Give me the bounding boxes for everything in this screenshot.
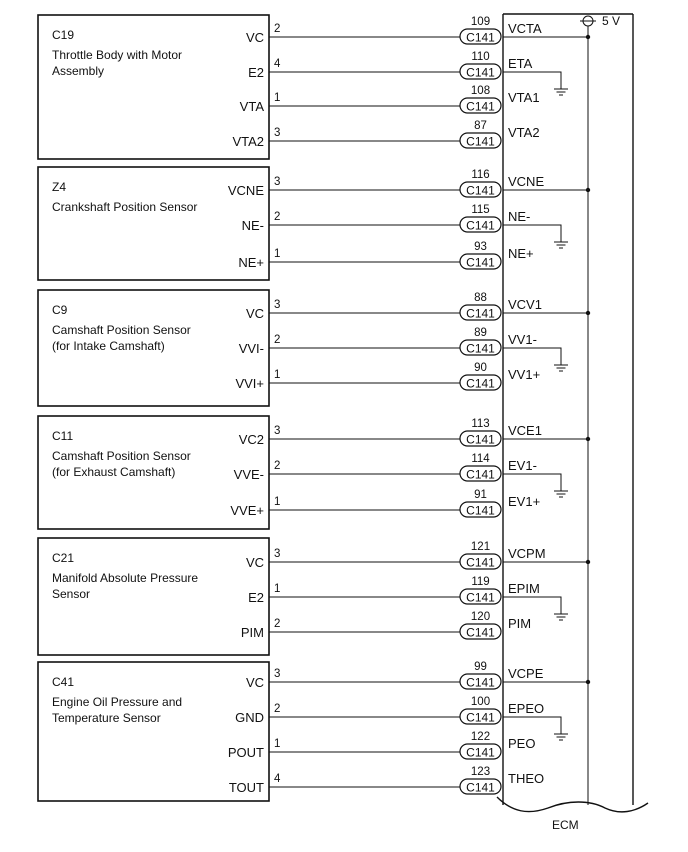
ecm-pin-number: 93 [474,241,487,253]
components-layer [38,15,590,801]
terminal-label: VTA [239,99,264,114]
ground-wire [503,597,561,614]
component-name: Throttle Body with Motor [52,48,183,62]
terminal-label: VVE- [233,467,264,482]
wire-vcpm-5-1 [246,541,590,570]
ecm-terminal-label: VCTA [508,21,542,36]
component-c21 [38,538,590,655]
terminal-label: POUT [227,745,264,760]
ecm-terminal-label: PEO [508,736,536,751]
ecm-terminal-label: VV1+ [508,367,541,382]
ground-icon [554,491,568,497]
junction-dot-icon [586,311,590,315]
component-z4 [38,167,590,280]
component-c11 [38,416,590,529]
pin-number: 1 [274,496,281,508]
ground-icon [554,734,568,740]
pin-number: 4 [274,773,281,785]
connector-label: C141 [466,710,495,725]
pin-number: 2 [274,23,281,35]
ecm-terminal-label: THEO [508,771,545,786]
component-name: Camshaft Position Sensor [52,323,191,337]
component-name: Temperature Sensor [52,711,161,725]
wire-vta2-1-4 [232,120,539,149]
terminal-label: E2 [248,590,264,605]
terminal-label: VC [245,555,264,570]
connector-label: C141 [466,183,495,198]
ecm-terminal-label: VCV1 [508,297,542,312]
ground-icon [554,89,568,95]
terminal-label: PIM [240,625,264,640]
component-id: Z4 [52,180,67,194]
wire-ev1-4-2 [234,453,568,497]
ecm-pin-number: 87 [474,120,487,132]
wire-vcta-1-1 [246,16,590,45]
terminal-label: VVE+ [230,503,264,518]
connector-label: C141 [466,306,495,321]
component-c19 [38,15,590,159]
terminal-label: E2 [248,65,264,80]
wire-vv1-3-2 [239,327,568,371]
pin-number: 1 [274,738,281,750]
terminal-label: VC [245,30,264,45]
terminal-label: VVI- [238,341,264,356]
component-id: C9 [52,303,68,317]
component-id: C11 [52,429,74,443]
wire-vta1-1-3 [240,85,540,114]
connector-label: C141 [466,255,495,270]
ecm-pin-number: 120 [470,611,491,623]
supply-label: 5 V [602,14,621,28]
connector-label: C141 [466,376,495,391]
component-id: C21 [52,551,75,565]
terminal-label: TOUT [228,780,264,795]
connector-label: C141 [466,65,495,80]
component-c41 [38,661,590,801]
connector-label: C141 [466,625,495,640]
connector-label: C141 [466,432,495,447]
connector-label: C141 [466,555,495,570]
ecm-terminal-label: NE+ [508,246,534,261]
pin-number: 4 [274,58,281,70]
ecm-pin-number: 115 [471,204,490,216]
pin-number: 1 [274,583,281,595]
ecm-terminal-label: VV1- [508,332,537,347]
wire-theo-6-4 [229,766,544,795]
ecm-pin-number: 109 [470,16,491,28]
pin-number: 1 [274,248,281,260]
ecm-pin-number: 123 [470,766,491,778]
wire-ne-2-2 [242,204,568,248]
terminal-label: VC [245,306,264,321]
pin-number: 1 [274,369,281,381]
component-name: Crankshaft Position Sensor [52,200,198,214]
ecm-pin-number: 91 [474,489,487,501]
ground-wire [503,225,561,242]
component-c9 [38,290,590,406]
junction-dot-icon [586,437,590,441]
ecm-pin-number: 88 [474,292,487,304]
wire-ne-2-3 [238,241,533,270]
pin-number: 3 [274,425,281,437]
connector-label: C141 [466,99,495,114]
connector-label: C141 [466,590,495,605]
ecm-pin-number: 110 [471,51,490,63]
ecm-terminal-label: VTA2 [508,125,540,140]
component-name: Engine Oil Pressure and [52,695,183,709]
wire-vcpe-6-1 [246,661,590,690]
component-name: (for Exhaust Camshaft) [52,465,176,479]
terminal-label: VTA2 [232,134,264,149]
pin-number: 3 [274,299,281,311]
ground-icon [554,242,568,248]
terminal-label: VC2 [238,432,264,447]
ecm-terminal-label: PIM [508,616,532,631]
ecm-terminal-label: NE- [508,209,531,224]
ground-wire [503,717,561,734]
pin-number: 2 [274,703,281,715]
terminal-label: NE- [241,218,264,233]
ecm-terminal-label: EPEO [508,701,545,716]
connector-label: C141 [466,675,495,690]
ecm-pin-number: 90 [474,362,487,374]
wire-vcv1-3-1 [246,292,590,321]
ecm-pin-number: 122 [470,731,491,743]
ecm-terminal-label: VCE1 [508,423,542,438]
component-name: Camshaft Position Sensor [52,449,191,463]
connector-label: C141 [466,503,495,518]
ecm-terminal-label: VCPM [508,546,546,561]
terminal-label: VC [245,675,264,690]
ecm-terminal-label: EPIM [508,581,540,596]
ecm-pin-number: 99 [474,661,487,673]
ground-icon [554,614,568,620]
wire-vcne-2-1 [228,169,590,198]
pin-number: 3 [274,127,281,139]
ecm-terminal-label: VCNE [508,174,545,189]
ecm-pin-number: 108 [470,85,491,97]
connector-label: C141 [466,134,495,149]
connector-label: C141 [466,30,495,45]
pin-number: 3 [274,668,281,680]
terminal-label: VCNE [227,183,264,198]
wire-epim-5-2 [248,576,568,620]
wire-ev1-4-3 [230,489,540,518]
ecm-pin-number: 116 [471,169,490,181]
connector-label: C141 [466,218,495,233]
junction-dot-icon [586,188,590,192]
component-name: (for Intake Camshaft) [52,339,165,353]
wire-eta-1-2 [248,51,568,95]
wire-epeo-6-2 [235,696,568,740]
pin-number: 3 [274,176,281,188]
pin-number: 2 [274,211,281,223]
ground-wire [503,474,561,491]
wire-vce1-4-1 [239,418,590,447]
connector-label: C141 [466,467,495,482]
component-name: Assembly [52,64,105,78]
component-id: C41 [52,675,75,689]
junction-dot-icon [586,560,590,564]
connector-label: C141 [466,341,495,356]
ground-wire [503,72,561,89]
supply-bus [580,14,620,805]
ground-wire [503,348,561,365]
ecm-pin-number: 121 [470,541,491,553]
ecm-terminal-label: VTA1 [508,90,540,105]
ecm-terminal-label: VCPE [508,666,544,681]
pin-number: 2 [274,618,281,630]
ecm-terminal-label: ETA [508,56,533,71]
connector-label: C141 [466,780,495,795]
pin-number: 2 [274,334,281,346]
ecm-pin-number: 119 [471,576,490,588]
wire-pim-5-3 [241,611,531,640]
pin-number: 2 [274,460,281,472]
ecm-pin-number: 114 [471,453,490,465]
ecm-pin-number: 113 [471,418,490,430]
terminal-label: NE+ [238,255,264,270]
ground-icon [554,365,568,371]
pin-number: 3 [274,548,281,560]
ecm-label: ECM [552,818,579,832]
ecm-pin-number: 100 [470,696,491,708]
wire-vv1-3-3 [235,362,540,391]
ecm-terminal-label: EV1- [508,458,537,473]
component-name: Manifold Absolute Pressure [52,571,199,585]
terminal-label: VVI+ [235,376,264,391]
component-name: Sensor [52,587,91,601]
pin-number: 1 [274,92,281,104]
wire-peo-6-3 [228,731,536,760]
ecm-terminal-label: EV1+ [508,494,541,509]
component-id: C19 [52,28,75,42]
junction-dot-icon [586,35,590,39]
junction-dot-icon [586,680,590,684]
terminal-label: GND [235,710,264,725]
ecm-pin-number: 89 [474,327,487,339]
connector-label: C141 [466,745,495,760]
